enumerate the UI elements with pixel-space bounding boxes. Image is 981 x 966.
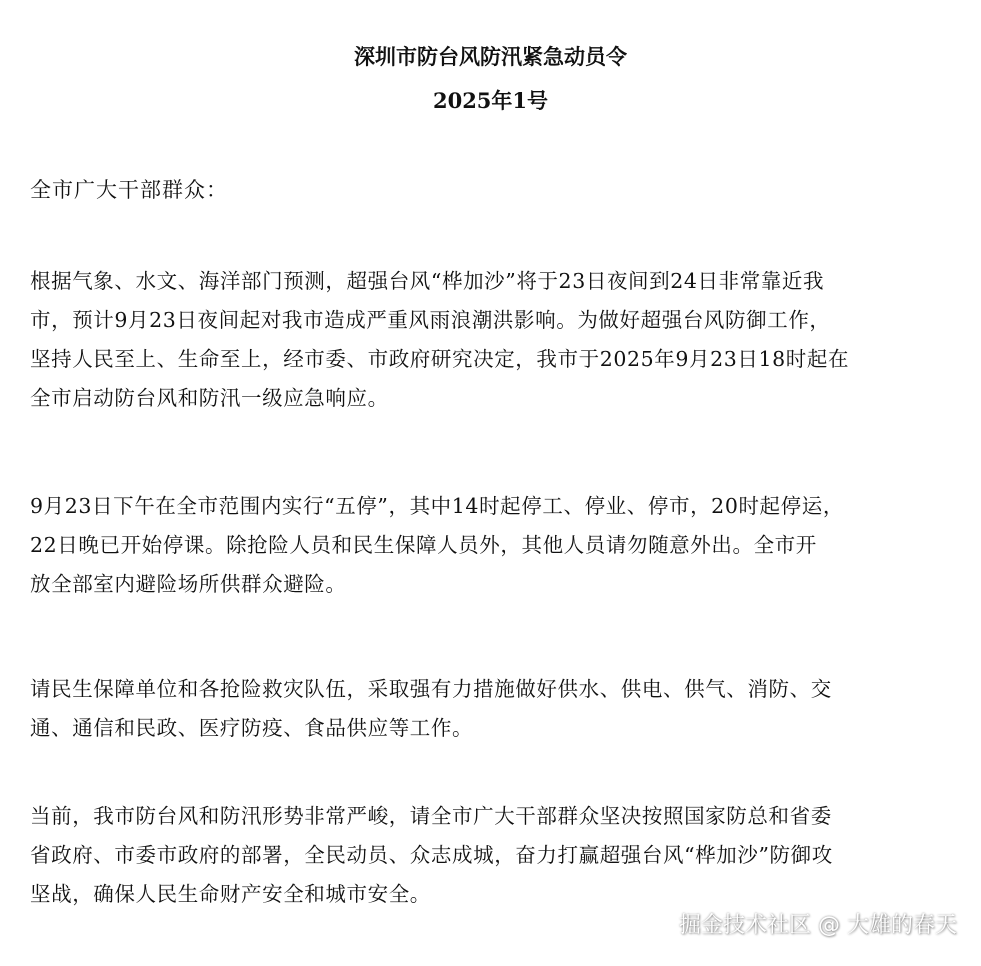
paragraph-line: 9月23日下午在全市范围内实行“五停”，其中14时起停工、停业、停市，20时起停运， xyxy=(30,494,844,518)
paragraph-five-stops xyxy=(30,487,960,604)
paragraph-line: 全市启动防台风和防汛一级应急响应。 xyxy=(30,386,389,410)
paragraph-line: 省政府、市委市政府的部署，全民动员、众志成城，奋力打赢超强台风“桦加沙”防御攻 xyxy=(30,843,833,867)
paragraph-line: 22日晚已开始停课。除抢险人员和民生保障人员外，其他人员请勿随意外出。全市开 xyxy=(30,533,817,557)
paragraph-forecast-and-response xyxy=(30,262,960,418)
paragraph-line: 通、通信和民政、医疗防疫、食品供应等工作。 xyxy=(30,716,474,740)
paragraph-line: 放全部室内避险场所供群众避险。 xyxy=(30,572,347,596)
paragraph-line: 根据气象、水文、海洋部门预测，超强台风“桦加沙”将于23日夜间到24日非常靠近我 xyxy=(30,269,825,293)
paragraph-line: 当前，我市防台风和防汛形势非常严峻，请全市广大干部群众坚决按照国家防总和省委 xyxy=(30,804,832,828)
paragraph-line: 市，预计9月23日夜间起对我市造成严重风雨浪潮洪影响。为做好超强台风防御工作， xyxy=(30,308,831,332)
document-number: 2025年1号 xyxy=(432,88,549,113)
paragraph-line: 请民生保障单位和各抢险救灾队伍，采取强有力措施做好供水、供电、供气、消防、交 xyxy=(30,677,832,701)
salutation: 全市广大干部群众： xyxy=(30,178,228,202)
paragraph-line: 坚战，确保人民生命财产安全和城市安全。 xyxy=(30,882,431,906)
paragraph-line: 坚持人民至上、生命至上，经市委、市政府研究决定，我市于2025年9月23日18时起在 xyxy=(30,347,850,371)
paragraph-support-units xyxy=(30,670,960,748)
watermark: 掘金技术社区 @ 大雄的春天 xyxy=(679,913,957,938)
document-title: 深圳市防台风防汛紧急动员令 xyxy=(354,44,627,69)
paragraph-mobilization-call xyxy=(30,797,960,914)
